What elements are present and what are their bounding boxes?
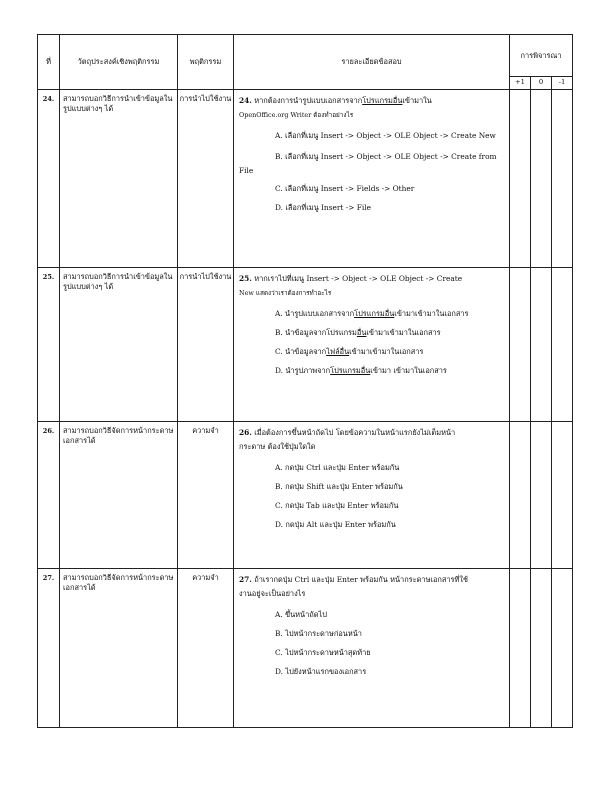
row-question	[234, 569, 510, 728]
option-c: C. ไปหน้ากระดาษหน้าสุดท้าย	[275, 648, 371, 658]
question-stem: 24. หากต้องการนำรูปแบบเอกสารจากโปรแกรมอื่นเข้ามาใน OpenOffice.org Writer ต้องทำอย่างไร	[239, 96, 432, 120]
row-behavior: การนำไปใช้งาน	[178, 268, 234, 422]
option-b: B. เลือกที่เมนู Insert -> Object -> OLE Object -> Create from File	[239, 152, 497, 176]
table-row	[38, 90, 573, 268]
option-d: D. ไปยังหน้าแรกของเอกสาร	[275, 667, 367, 677]
judge-plus-cell	[510, 569, 531, 728]
judge-minus-cell	[552, 90, 573, 268]
judge-zero-cell	[531, 268, 552, 422]
option-b: B. กดปุ่ม Shift และปุ่ม Enter พร้อมกัน	[275, 482, 403, 492]
row-objective: สามารถบอกวิธีจัดการหน้ากระดาษเอกสารได้	[60, 569, 178, 728]
header-judge-zero: 0	[531, 77, 552, 90]
header-detail: รายละเอียดข้อสอบ	[234, 35, 510, 90]
row-question	[234, 90, 510, 268]
exam-item-table	[37, 34, 573, 728]
judge-plus-cell	[510, 90, 531, 268]
option-c: C. นำข้อมูลจากไฟล์อื่นเข้ามาเข้ามาในเอกสาร	[275, 347, 424, 357]
header-no: ที่	[38, 35, 60, 90]
option-a: A. กดปุ่ม Ctrl และปุ่ม Enter พร้อมกัน	[275, 463, 400, 473]
judge-minus-cell	[552, 268, 573, 422]
judge-minus-cell	[552, 569, 573, 728]
option-a: A. นำรูปแบบเอกสารจากโปรแกรมอื่นเข้ามาเข้ามาในเอกสาร	[275, 309, 469, 319]
option-b: B. นำข้อมูลจากโปรแกรมอื่นเข้ามาเข้ามาในเอกสาร	[275, 328, 441, 338]
judge-minus-cell	[552, 422, 573, 569]
table-row	[38, 422, 573, 569]
header-judge: การพิจารณา	[510, 35, 573, 77]
header-judge-minus: -1	[552, 77, 573, 90]
header-judge-plus: +1	[510, 77, 531, 90]
option-d: D. กดปุ่ม Alt และปุ่ม Enter พร้อมกัน	[275, 520, 396, 530]
option-b: B. ไปหน้ากระดาษก่อนหน้า	[275, 629, 362, 639]
judge-zero-cell	[531, 90, 552, 268]
option-d: D. เลือกที่เมนู Insert -> File	[275, 203, 371, 213]
table-row	[38, 569, 573, 728]
option-c: C. กดปุ่ม Tab และปุ่ม Enter พร้อมกัน	[275, 501, 399, 511]
header-behavior: พฤติกรรม	[178, 35, 234, 90]
row-question	[234, 268, 510, 422]
row-objective: สามารถบอกวิธีจัดการหน้ากระดาษเอกสารได้	[60, 422, 178, 569]
judge-plus-cell	[510, 422, 531, 569]
header-objective: วัตถุประสงค์เชิงพฤติกรรม	[60, 35, 178, 90]
judge-zero-cell	[531, 422, 552, 569]
question-stem: 27. ถ้าเรากดปุ่ม Ctrl และปุ่ม Enter พร้อมกัน หน้ากระดาษเอกสารที่ใช้ งานอยู่จะเป็นอย่างไร	[239, 575, 469, 599]
option-a: A. เลือกที่เมนู Insert -> Object -> OLE Object -> Create New	[275, 131, 496, 141]
row-number: 26.	[38, 422, 60, 569]
row-objective: สามารถบอกวิธีการนำเข้าข้อมูลในรูปแบบต่างๆ ได้	[60, 90, 178, 268]
row-behavior: การนำไปใช้งาน	[178, 90, 234, 268]
row-number: 27.	[38, 569, 60, 728]
option-d: D. นำรูปภาพจากโปรแกรมอื่นเข้ามา เข้ามาในเอกสาร	[275, 366, 447, 376]
row-objective: สามารถบอกวิธีการนำเข้าข้อมูลในรูปแบบต่างๆ ได้	[60, 268, 178, 422]
judge-plus-cell	[510, 268, 531, 422]
question-stem: 26. เมื่อต้องการขึ้นหน้าถัดไป โดยข้อความในหน้าแรกยังไม่เต็มหน้า กระดาษ ต้องใช้ปุ่มใดใด	[239, 428, 456, 452]
row-number: 25.	[38, 268, 60, 422]
table-row	[38, 268, 573, 422]
row-behavior: ความจำ	[178, 569, 234, 728]
row-question	[234, 422, 510, 569]
row-behavior: ความจำ	[178, 422, 234, 569]
option-c: C. เลือกที่เมนู Insert -> Fields -> Other	[275, 184, 415, 194]
row-number: 24.	[38, 90, 60, 268]
judge-zero-cell	[531, 569, 552, 728]
option-a: A. ขึ้นหน้าถัดไป	[275, 610, 327, 620]
question-stem: 25. หากเราไปที่เมนู Insert -> Object -> OLE Object -> Create New แสดงว่าเราต้องการทำอะไร	[239, 274, 463, 298]
